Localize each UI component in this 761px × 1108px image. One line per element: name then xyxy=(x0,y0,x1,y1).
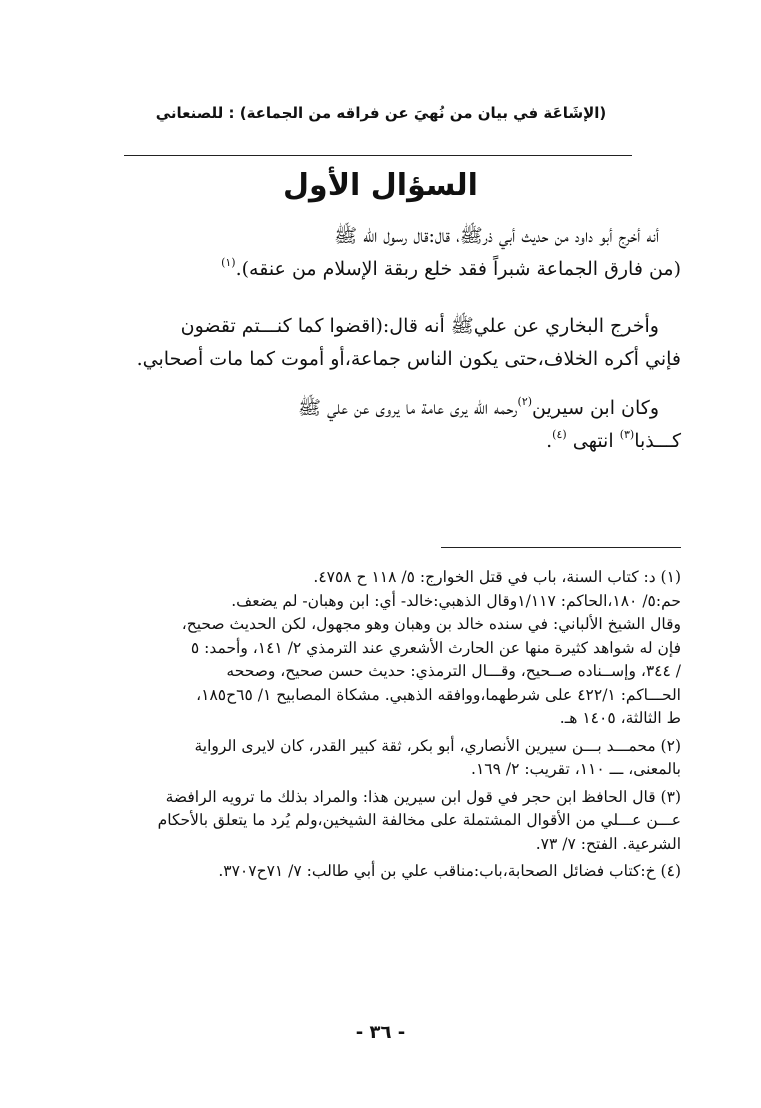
paragraph-3-line-2-c: . xyxy=(546,430,553,452)
paragraph-3-line-1-b: رحمه الله يرى عامة ما يروى عن علي ﷺ xyxy=(298,397,518,419)
footnote-4 xyxy=(66,860,681,884)
page-number: - ٣٦ - xyxy=(355,1022,406,1043)
footnote-separator xyxy=(441,547,681,548)
footnote-ref-3[interactable]: (٣) xyxy=(619,428,635,441)
paragraph-3-line-1-a: وكان ابن سيرين xyxy=(532,397,659,419)
paragraph-2-line-1: وأخرج البخاري عن عليﷺ أنه قال:(اقضوا كما كنـــتم تقضون xyxy=(180,315,659,337)
footnote-2-line: بالمعنى، ـــ ١١٠، تقريب: ٢/ ١٦٩. xyxy=(471,760,681,778)
paragraph-1-line-2-text: (من فارق الجماعة شبراً فقد خلع ربقة الإسلام من عنقه). xyxy=(235,258,681,280)
running-head: (الإشَاعَة في بيان من نُهيَ عن فراقه من الجماعة) : للصنعاني xyxy=(155,104,607,122)
footnote-1-line: الحـــاكم: ٤٢٢/١ على شرطهما،ووافقه الذهبي. مشكاة المصابيح ١/ ٦٥ح١٨٥، xyxy=(196,685,681,704)
footnote-ref-2[interactable]: (٢) xyxy=(517,395,533,408)
footnote-ref-1[interactable]: (١) xyxy=(221,256,236,269)
footnote-1 xyxy=(66,566,681,731)
paragraph-3-line-2-a: كـــذبا xyxy=(634,430,681,452)
footnote-3 xyxy=(66,786,681,857)
footnote-4-line: (٤) خ:كتاب فضائل الصحابة،باب:مناقب علي بن أبي طالب: ٧/ ٧١ح٣٧٠٧. xyxy=(218,862,681,880)
paragraph-2-line-2: فإني أكره الخلاف،حتى يكون الناس جماعة،أو أموت كما مات أصحابي. xyxy=(136,348,681,370)
paragraph-1-line-2 xyxy=(81,253,681,286)
footnote-3-line: (٣) قال الحافظ ابن حجر في قول ابن سيرين هذا: والمراد بذلك ما ترويه الرافضة xyxy=(165,787,681,806)
header-rule xyxy=(124,155,632,156)
paragraph-1 xyxy=(81,220,681,286)
paragraph-1-line-1: أنه أخرج أبو داود من حديث أبي ذرﷺ، قال:قال رسول الله ﷺ xyxy=(334,225,659,247)
footnote-1-line: وقال الشيخ الألباني: في سنده خالد بن وهبان وهو مجهول، لكن الحديث صحيح، xyxy=(181,615,681,633)
footnote-3-line: الشرعية. الفتح: ٧/ ٧٣. xyxy=(535,834,681,853)
paragraph-2 xyxy=(81,310,681,376)
paragraph-3-line-1 xyxy=(81,392,681,425)
footnote-3-line: عـــن عـــلي من الأقوال المشتملة على مخالفة الشيخين،ولم يُرد ما يتعلق بالأحكام xyxy=(157,811,681,829)
section-title: السؤال الأول xyxy=(283,168,478,203)
footnote-1-line: حم:٥/ ١٨٠،الحاكم: ١/١١٧وقال الذهبي:خالد- أي: ابن وهبان- لم يضعف. xyxy=(231,591,681,610)
footnote-1-line: (١) د: كتاب السنة، باب في قتل الخوارج: ٥/ ١١٨ ح ٤٧٥٨. xyxy=(313,568,681,586)
paragraph-3-line-2 xyxy=(81,425,681,458)
footnote-1-line: / ٣٤٤، وإســناده صــحيح، وقـــال الترمذي: حديث حسن صحيح، وصححه xyxy=(226,662,681,680)
footnote-1-line: ط الثالثة، ١٤٠٥ هـ. xyxy=(559,709,681,727)
footnote-2-line: (٢) محمـــد بـــن سيرين الأنصاري، أبو بكر، ثقة كبير القدر، كان لايرى الرواية xyxy=(194,736,681,755)
footnote-2 xyxy=(66,735,681,782)
footnote-ref-4[interactable]: (٤) xyxy=(552,428,567,441)
paragraph-3-line-2-b: انتهى xyxy=(572,430,614,452)
footnote-1-line: فإن له شواهد كثيرة منها عن الحارث الأشعري عند الترمذي ٢/ ١٤١، وأحمد: ٥ xyxy=(190,638,681,657)
paragraph-3 xyxy=(81,392,681,458)
footnotes xyxy=(66,566,681,888)
